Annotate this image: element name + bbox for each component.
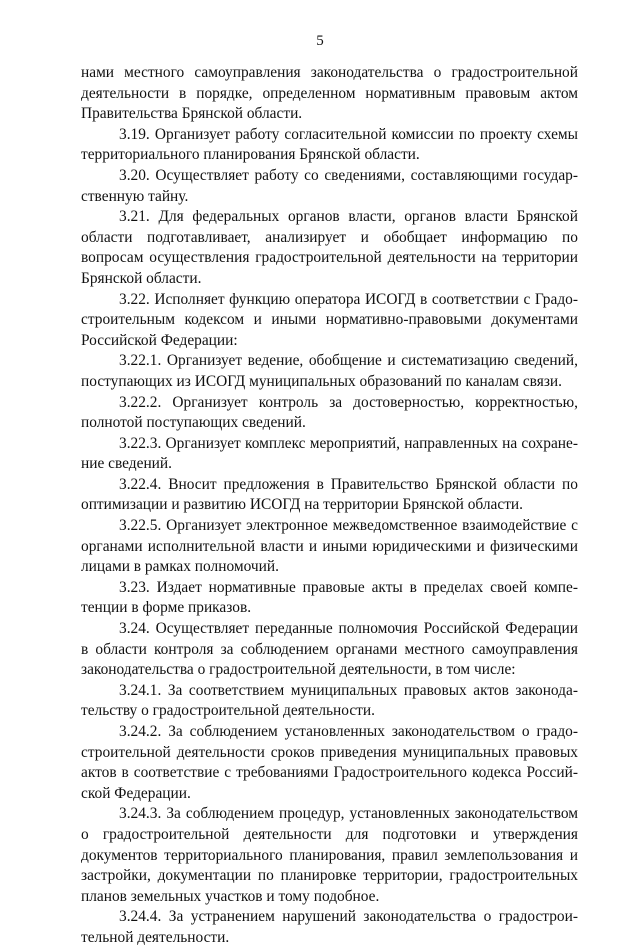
paragraph-3-24-4: 3.24.4. За устранением нарушений законодательства о градостроительной деятельности. (81, 908, 578, 946)
paragraph-3-22-2: 3.22.2. Организует контроль за достоверностью, корректностью, полнотой поступающих сведений. (81, 393, 578, 432)
paragraph-continuation: нами местного самоуправления законодательства о градостроительной деятельности в порядке, определенном нормативным правовым актом Правительства Брянской области. (81, 64, 578, 123)
paragraph-3-22: 3.22. Исполняет функцию оператора ИСОГД в соответствии с Градостроительным кодексом и иными нормативно-правовыми документами Российской Федерации: (81, 290, 578, 349)
paragraph-3-20: 3.20. Осуществляет работу со сведениями, составляющими государственную тайну. (81, 166, 578, 205)
paragraph-3-24-3: 3.24.3. За соблюдением процедур, установленных законодательством о градостроительной деятельности для подготовки и утверждения документов территориального планирования, правил землепользования и застройки, документации по планировке территории, градостроительных планов земельных участков и тому подобное. (81, 805, 578, 905)
paragraph-3-21: 3.21. Для федеральных органов власти, органов власти Брянской области подготавливает, анализирует и обобщает информацию по вопросам осуществления градостроительной деятельности на территории Брянской области. (81, 208, 578, 287)
page-number: 5 (316, 33, 324, 49)
paragraph-3-22-4: 3.22.4. Вносит предложения в Правительство Брянской области по оптимизации и развитию ИСОГД на территории Брянской области. (81, 475, 578, 514)
paragraph-3-19: 3.19. Организует работу согласительной комиссии по проекту схемы территориального планирования Брянской области. (81, 125, 578, 164)
document-body (81, 63, 578, 949)
paragraph-3-24: 3.24. Осуществляет переданные полномочия Российской Федерации в области контроля за соблюдением органами местного самоуправления законодательства о градостроительной деятельности, в том числе: (81, 620, 578, 679)
paragraph-3-23: 3.23. Издает нормативные правовые акты в пределах своей компетенции в форме приказов. (81, 578, 578, 617)
paragraph-3-22-1: 3.22.1. Организует ведение, обобщение и систематизацию сведений, поступающих из ИСОГД муниципальных образований по каналам связи. (81, 352, 578, 390)
paragraph-3-22-3: 3.22.3. Организует комплекс мероприятий, направленных на сохранение сведений. (81, 434, 578, 473)
paragraph-3-24-1: 3.24.1. За соответствием муниципальных правовых актов законодательству о градостроительной деятельности. (81, 681, 578, 720)
paragraph-3-22-5: 3.22.5. Организует электронное межведомственное взаимодействие с органами исполнительной власти и иными юридическими и физическими лицами в рамках полномочий. (81, 517, 578, 576)
paragraph-3-24-2: 3.24.2. За соблюдением установленных законодательством о градостроительной деятельности сроков приведения муниципальных правовых актов в соответствие с требованиями Градостроительного кодекса Российской Федерации. (81, 723, 578, 802)
